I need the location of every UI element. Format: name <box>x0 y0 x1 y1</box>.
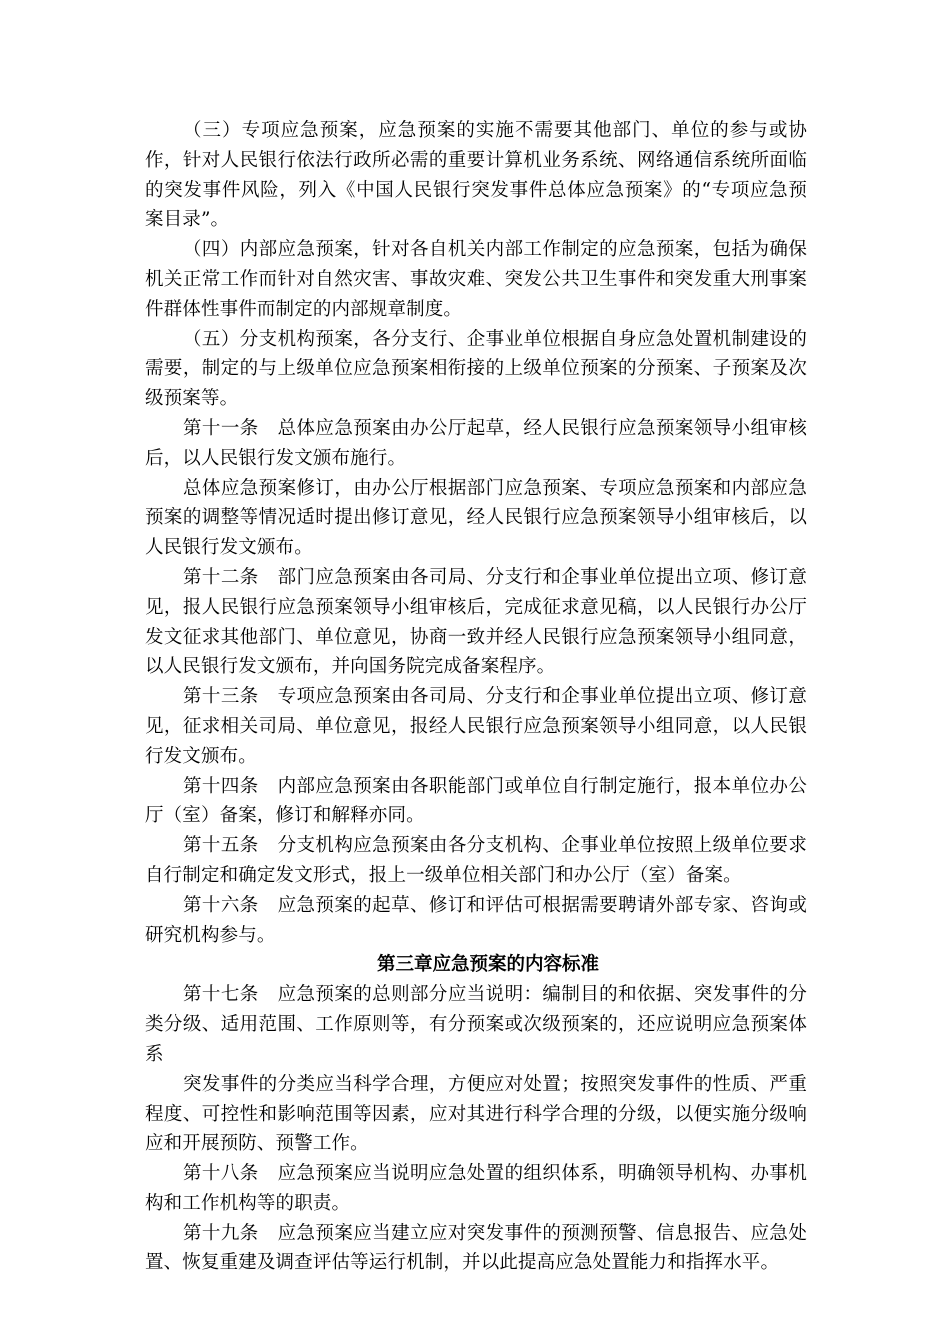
paragraph-article-16: 第十六条 应急预案的起草、修订和评估可根据需要聘请外部专家、咨询或研究机构参与。 <box>145 894 807 946</box>
paragraph-article-12: 第十二条 部门应急预案由各司局、分支行和企事业单位提出立项、修订意见，报人民银行应急预案领导小组审核后，完成征求意见稿，以人民银行办公厅发文征求其他部门、单位意见，协商一致并经人民银行应急预案领导小组同意，以人民银行发文颁布，并向国务院完成备案程序。 <box>145 566 807 678</box>
paragraph-article-15: 第十五条 分支机构应急预案由各分支机构、企事业单位按照上级单位要求自行制定和确定发文形式，报上一级单位相关部门和办公厅（室）备案。 <box>145 835 807 886</box>
paragraph-branch-plan: （五）分支机构预案，各分支行、企事业单位根据自身应急处置机制建设的需要，制定的与上级单位应急预案相衔接的上级单位预案的分预案、子预案及次级预案等。 <box>145 328 807 410</box>
document-body <box>145 116 807 1278</box>
paragraph-article-19: 第十九条 应急预案应当建立应对突发事件的预测预警、信息报告、应急处置、恢复重建及调查评估等运行机制，并以此提高应急处置能力和指挥水平。 <box>145 1222 807 1274</box>
paragraph-article-11: 第十一条 总体应急预案由办公厅起草，经人民银行应急预案领导小组审核后，以人民银行发文颁布施行。 <box>145 417 807 469</box>
paragraph-article-17: 第十七条 应急预案的总则部分应当说明：编制目的和依据、突发事件的分类分级、适用范围、工作原则等，有分预案或次级预案的，还应说明应急预案体系 <box>145 984 807 1065</box>
chapter-heading: 第三章应急预案的内容标准 <box>376 954 599 976</box>
paragraph-internal-plan: （四）内部应急预案，针对各自机关内部工作制定的应急预案，包括为确保机关正常工作而针对自然灾害、事故灾难、突发公共卫生事件和突发重大刑事案件群体性事件而制定的内部规章制度。 <box>145 239 807 320</box>
paragraph-article-18: 第十八条 应急预案应当说明应急处置的组织体系，明确领导机构、办事机构和工作机构等的职责。 <box>145 1163 807 1214</box>
paragraph-overall-plan-revision: 总体应急预案修订，由办公厅根据部门应急预案、专项应急预案和内部应急预案的调整等情况适时提出修订意见，经人民银行应急预案领导小组审核后，以人民银行发文颁布。 <box>145 477 807 559</box>
paragraph-special-plan: （三）专项应急预案，应急预案的实施不需要其他部门、单位的参与或协作，针对人民银行依法行政所必需的重要计算机业务系统、网络通信系统所面临的突发事件风险，列入《中国人民银行突发事件总体应急预案》的“专项应急预案目录”。 <box>145 120 807 231</box>
paragraph-article-13: 第十三条 专项应急预案由各司局、分支行和企事业单位提出立项、修订意见，征求相关司局、单位意见，报经人民银行应急预案领导小组同意，以人民银行发文颁布。 <box>145 686 807 767</box>
paragraph-article-14: 第十四条 内部应急预案由各职能部门或单位自行制定施行，报本单位办公厅（室）备案，修订和解释亦同。 <box>145 775 807 827</box>
paragraph-event-classification: 突发事件的分类应当科学合理，方便应对处置；按照突发事件的性质、严重程度、可控性和影响范围等因素，应对其进行科学合理的分级，以便实施分级响应和开展预防、预警工作。 <box>145 1073 807 1155</box>
